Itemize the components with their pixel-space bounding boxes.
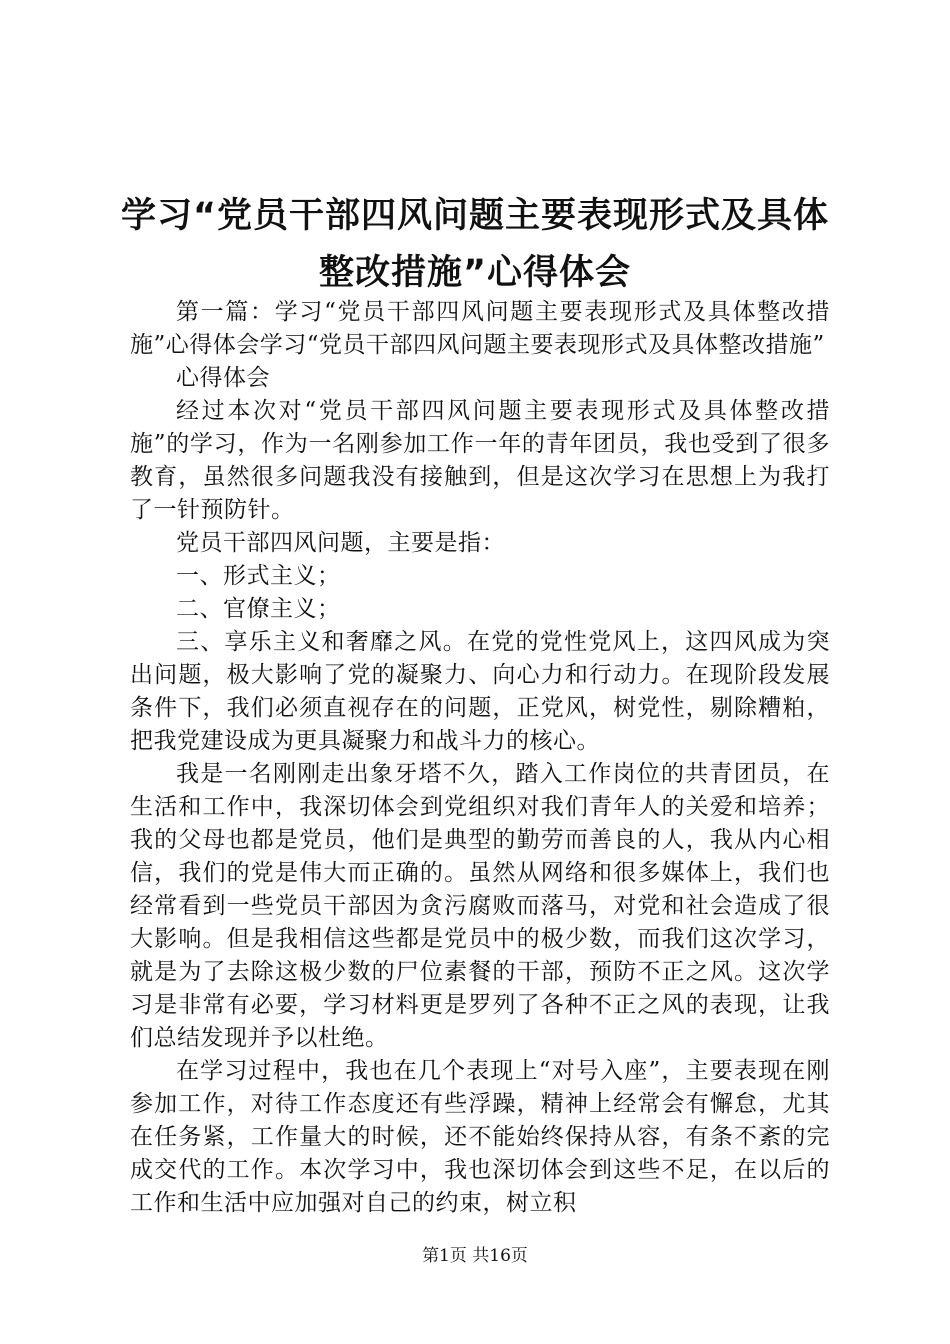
paragraph: 党员干部四风问题，主要是指： bbox=[176, 530, 505, 556]
paragraph: 心得体会 bbox=[176, 365, 270, 391]
paragraph: 在学习过程中，我也在几个表现上“对号入座”，主要表现在刚参加工作，对待工作态度还有些浮躁，精神上经常会有懈怠，尤其在任务紧，工作量大的时候，还不能始终保持从容，有条不紊的完成交代的工作。本次学习中，我也深切体会到这些不足，在以后的工作和生活中应加强对自己的约束，树立积 bbox=[130, 1058, 830, 1216]
document-title-line-1: 学习“党员干部四风问题主要表现形式及具体 bbox=[120, 196, 829, 236]
paragraph: 一、形式主义； bbox=[176, 563, 341, 589]
paragraph: 经过本次对“党员干部四风问题主要表现形式及具体整改措施”的学习，作为一名刚参加工作一年的青年团员，我也受到了很多教育，虽然很多问题我没有接触到，但是这次学习在思想上为我打了一针预防针。 bbox=[130, 398, 830, 523]
paragraph: 三、享乐主义和奢靡之风。在党的党性党风上，这四风成为突出问题，极大影响了党的凝聚力、向心力和行动力。在现阶段发展条件下，我们必须直视存在的问题，正党风，树党性，剔除糟粕，把我党建设成为更具凝聚力和战斗力的核心。 bbox=[130, 629, 830, 754]
paragraph: 二、官僚主义； bbox=[176, 596, 341, 622]
paragraph: 第一篇：学习“党员干部四风问题主要表现形式及具体整改措施”心得体会学习“党员干部四风问题主要表现形式及具体整改措施” bbox=[130, 299, 830, 358]
document-body bbox=[130, 296, 830, 1220]
page-number-footer: 第1页 共16页 bbox=[422, 1246, 528, 1266]
document-title-line-2: 整改措施”心得体会 bbox=[318, 253, 631, 293]
paragraph: 我是一名刚刚走出象牙塔不久，踏入工作岗位的共青团员，在生活和工作中，我深切体会到党组织对我们青年人的关爱和培养；我的父母也都是党员，他们是典型的勤劳而善良的人，我从内心相信，我们的党是伟大而正确的。虽然从网络和很多媒体上，我们也经常看到一些党员干部因为贪污腐败而落马，对党和社会造成了很大影响。但是我相信这些都是党员中的极少数，而我们这次学习，就是为了去除这极少数的尸位素餐的干部，预防不正之风。这次学习是非常有必要，学习材料更是罗列了各种不正之风的表现，让我们总结发现并予以杜绝。 bbox=[130, 761, 830, 1051]
